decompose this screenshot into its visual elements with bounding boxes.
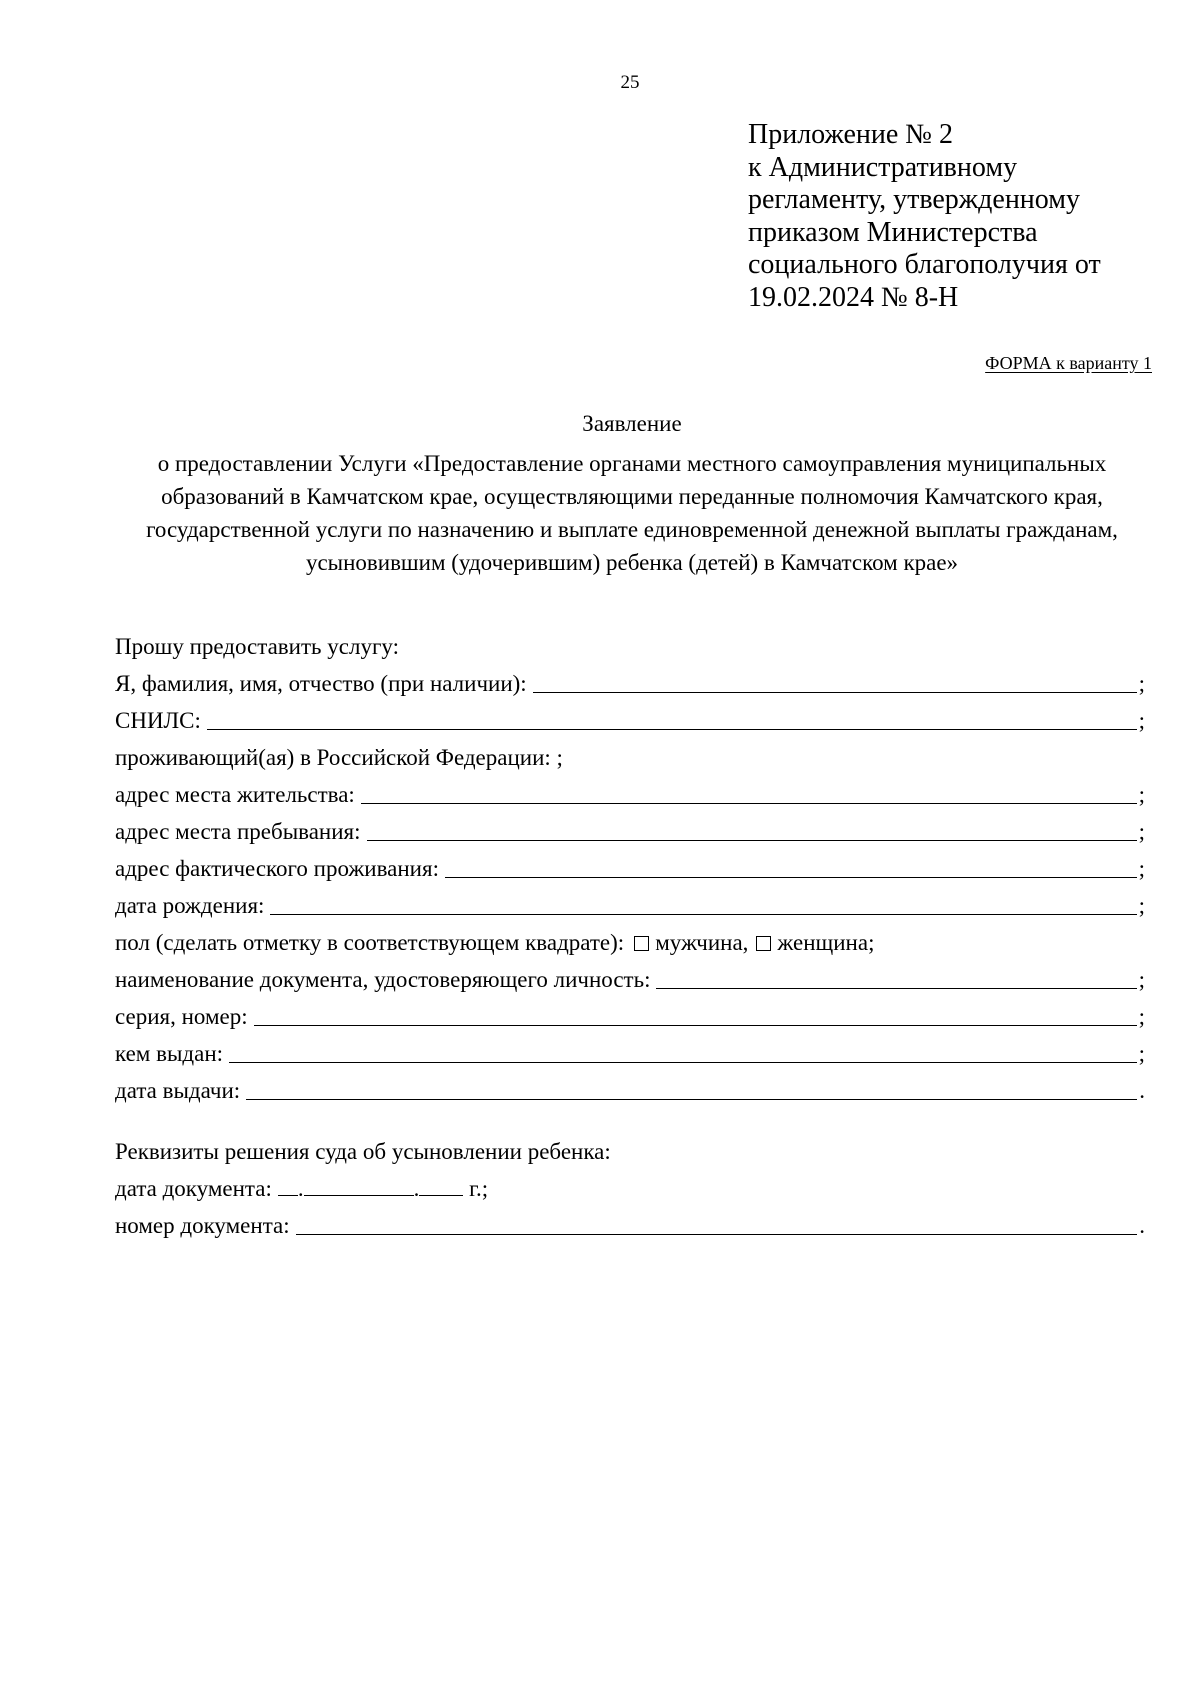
- document-date-row: [115, 1170, 1145, 1207]
- residence-address-field[interactable]: [361, 802, 1137, 804]
- female-checkbox[interactable]: [756, 936, 771, 951]
- line-end: ;: [1138, 708, 1145, 733]
- line-end: ;: [1138, 1004, 1145, 1029]
- appendix-header: [748, 119, 1168, 314]
- actual-address-label: адрес фактического проживания:: [115, 856, 439, 881]
- document-date-month-field[interactable]: [304, 1177, 414, 1196]
- date-separator: .: [297, 1176, 304, 1201]
- birth-date-row: [115, 887, 1145, 924]
- appendix-line: 19.02.2024 № 8-Н: [748, 281, 959, 313]
- document-date-day-field[interactable]: [278, 1177, 298, 1196]
- line-end: .: [1139, 1078, 1145, 1103]
- full-name-field[interactable]: [533, 691, 1137, 693]
- subtitle-line: образований в Камчатском крае, осуществляющими переданные полномочия Камчатского края,: [161, 484, 1103, 509]
- document-number-field[interactable]: [296, 1233, 1138, 1235]
- appendix-line: регламенту, утвержденному: [748, 184, 1080, 215]
- date-separator: .: [413, 1176, 420, 1201]
- series-number-field[interactable]: [254, 1024, 1137, 1026]
- form-intro: Прошу предоставить услугу:: [115, 634, 399, 659]
- id-document-label: наименование документа, удостоверяющего личность:: [115, 967, 651, 992]
- birth-date-label: дата рождения:: [115, 893, 265, 918]
- form-intro-row: [115, 628, 1145, 665]
- gender-label: [115, 924, 874, 961]
- subtitle-line: о предоставлении Услуги «Предоставление органами местного самоуправления муниципальных: [157, 451, 1107, 476]
- document-number-label: номер документа:: [115, 1213, 290, 1238]
- actual-address-row: [115, 850, 1145, 887]
- document-number-row: [115, 1207, 1145, 1244]
- page-number: 25: [620, 72, 640, 93]
- issue-date-field[interactable]: [246, 1098, 1137, 1100]
- male-label: мужчина,: [655, 930, 749, 955]
- appendix-line: к Административному: [748, 151, 1018, 183]
- form-reference: ФОРМА к варианту 1: [985, 353, 1152, 373]
- stay-address-label: адрес места пребывания:: [115, 819, 361, 844]
- full-name-label: Я, фамилия, имя, отчество (при наличии):: [115, 671, 527, 696]
- snils-field[interactable]: [207, 728, 1137, 730]
- line-end: ;: [1138, 893, 1145, 918]
- court-heading: Реквизиты решения суда об усыновлении ребенка:: [115, 1139, 611, 1164]
- issued-by-field[interactable]: [229, 1061, 1137, 1063]
- appendix-line: приказом Министерства: [748, 216, 1038, 248]
- issued-by-row: [115, 1035, 1145, 1072]
- document-subtitle: [80, 447, 1184, 579]
- stay-address-row: [115, 813, 1145, 850]
- line-end: ;: [1138, 782, 1145, 807]
- subtitle-line: государственной услуги по назначению и выплате единовременной денежной выплаты гражданам,: [146, 517, 1118, 542]
- application-form: [115, 628, 1145, 1244]
- document-date-text: дата документа:: [115, 1176, 272, 1201]
- line-end: .: [1139, 1213, 1145, 1238]
- residence-address-label: адрес места жительства:: [115, 782, 355, 807]
- document-date-year-field[interactable]: [419, 1177, 463, 1196]
- court-heading-row: [115, 1133, 1145, 1170]
- actual-address-field[interactable]: [445, 876, 1137, 878]
- full-name-row: [115, 665, 1145, 702]
- issue-date-label: дата выдачи:: [115, 1078, 241, 1103]
- line-end: ;: [1138, 856, 1145, 881]
- year-suffix: г.;: [469, 1176, 489, 1201]
- series-number-label: серия, номер:: [115, 1004, 248, 1029]
- residence-address-row: [115, 776, 1145, 813]
- document-title: Заявление: [582, 411, 682, 436]
- subtitle-line: усыновившим (удочерившим) ребенка (детей) в Камчатском крае»: [305, 550, 959, 575]
- female-label: женщина;: [777, 930, 875, 955]
- snils-row: [115, 702, 1145, 739]
- line-end: ;: [1138, 819, 1145, 844]
- appendix-line: Приложение № 2: [748, 119, 953, 150]
- stay-address-field[interactable]: [367, 839, 1137, 841]
- id-document-row: [115, 961, 1145, 998]
- appendix-line: социального благополучия от: [748, 249, 1101, 280]
- line-end: ;: [1138, 967, 1145, 992]
- residing-label: проживающий(ая) в Российской Федерации: ;: [115, 745, 563, 770]
- issue-date-row: [115, 1072, 1145, 1109]
- document-date-label: [115, 1170, 488, 1207]
- snils-label: СНИЛС:: [115, 708, 201, 733]
- series-number-row: [115, 998, 1145, 1035]
- gender-prompt: пол (сделать отметку в соответствующем квадрате):: [115, 930, 625, 955]
- residing-row: [115, 739, 1145, 776]
- birth-date-field[interactable]: [270, 913, 1136, 915]
- issued-by-label: кем выдан:: [115, 1041, 224, 1066]
- gender-row: [115, 924, 1145, 961]
- id-document-field[interactable]: [656, 987, 1136, 989]
- line-end: ;: [1138, 1041, 1145, 1066]
- male-checkbox[interactable]: [634, 936, 649, 951]
- line-end: ;: [1138, 671, 1145, 696]
